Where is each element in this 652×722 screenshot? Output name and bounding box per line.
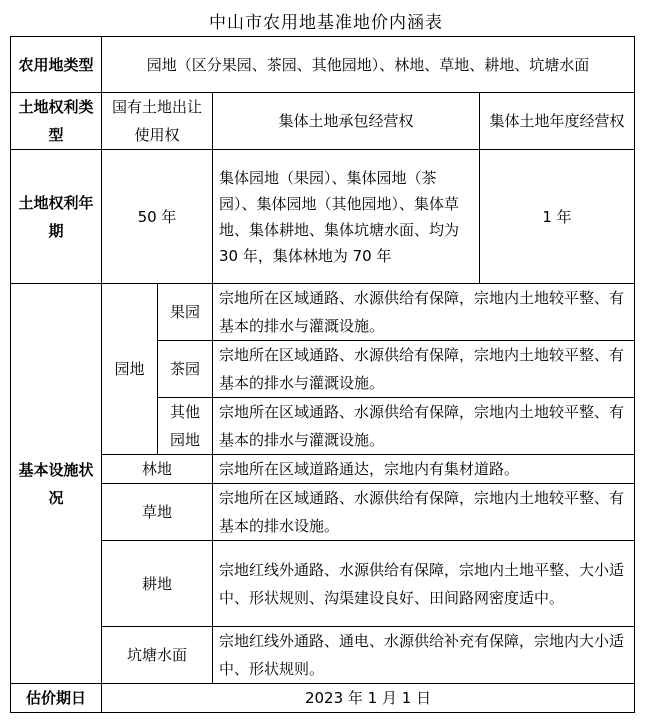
infra-row-label: 草地 xyxy=(102,484,213,541)
right-type-state-lease: 国有土地出让使用权 xyxy=(102,93,213,150)
term-state: 50 年 xyxy=(102,150,213,284)
infra-row-desc: 宗地所在区域通路、水源供给有保障，宗地内土地较平整、有基本的排水与灌溉设施。 xyxy=(213,284,635,341)
term-row xyxy=(11,150,635,284)
infra-row-desc: 宗地红线外通路、水源供给有保障，宗地内土地平整、大小适中、形状规则、沟渠建设良好、田间路网密度适中。 xyxy=(213,541,635,627)
garden-label: 园地 xyxy=(102,284,158,455)
right-type-collective-annual: 集体土地年度经营权 xyxy=(480,93,635,150)
right-type-header: 土地权利类型 xyxy=(11,93,102,150)
date-row xyxy=(11,684,635,713)
infra-row-label: 茶园 xyxy=(158,341,213,398)
land-use-header: 农用地类型 xyxy=(11,37,102,93)
infra-row xyxy=(11,455,635,484)
date-value: 2023 年 1 月 1 日 xyxy=(102,684,635,713)
term-annual: 1 年 xyxy=(480,150,635,284)
land-use-row xyxy=(11,37,635,93)
term-collective: 集体园地（果园）、集体园地（茶园）、集体园地（其他园地）、集体草地、集体耕地、集体坑塘水面、均为 30 年，集体林地为 70 年 xyxy=(213,150,480,284)
date-header: 估价期日 xyxy=(11,684,102,713)
infra-row-desc: 宗地所在区域通路、水源供给有保障，宗地内土地较平整、有基本的排水设施。 xyxy=(213,484,635,541)
infra-header: 基本设施状况 xyxy=(11,284,102,684)
infra-row xyxy=(11,484,635,541)
infra-row-label: 果园 xyxy=(158,284,213,341)
infra-row-desc: 宗地所在区域通路、水源供给有保障，宗地内土地较平整、有基本的排水与灌溉设施。 xyxy=(213,341,635,398)
infra-row-desc: 宗地所在区域道路通达，宗地内有集材道路。 xyxy=(213,455,635,484)
term-header: 土地权利年期 xyxy=(11,150,102,284)
infra-row-label: 林地 xyxy=(102,455,213,484)
infra-row-desc: 宗地所在区域通路、水源供给有保障，宗地内土地较平整、有基本的排水与灌溉设施。 xyxy=(213,398,635,455)
infra-row-desc: 宗地红线外通路、通电、水源供给补充有保障，宗地内大小适中、形状规则。 xyxy=(213,627,635,684)
page-title: 中山市农用地基准地价内涵表 xyxy=(209,13,443,33)
right-type-row xyxy=(11,93,635,150)
infra-row xyxy=(11,541,635,627)
infra-row-label: 耕地 xyxy=(102,541,213,627)
infra-row-label: 坑塘水面 xyxy=(102,627,213,684)
right-type-collective-contract: 集体土地承包经营权 xyxy=(213,93,480,150)
infra-row xyxy=(11,284,635,341)
infra-row xyxy=(11,627,635,684)
infra-row-label: 其他园地 xyxy=(158,398,213,455)
land-price-table xyxy=(10,36,635,713)
land-use-value: 园地（区分果园、茶园、其他园地）、林地、草地、耕地、坑塘水面 xyxy=(102,37,635,93)
